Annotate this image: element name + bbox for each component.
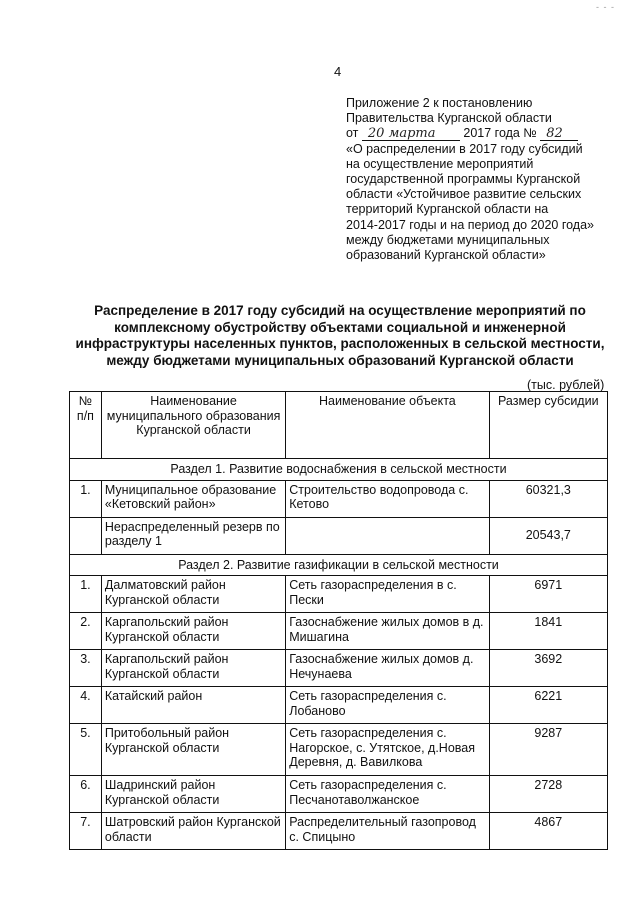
cell-amount: 6221 <box>489 687 607 724</box>
table-row <box>70 687 608 724</box>
section-row <box>70 459 608 481</box>
cell-object: Строительство водопровода с. Кетово <box>286 480 489 517</box>
date-prefix: от <box>346 126 359 141</box>
cell-num: 6. <box>70 776 102 813</box>
header-municipality: Наименование муниципального образования Курганской области <box>101 392 285 459</box>
appendix-desc-1: на осуществление мероприятий <box>346 156 534 171</box>
section-title: Раздел 1. Развитие водоснабжения в сельской местности <box>70 459 608 481</box>
document-title <box>60 303 620 369</box>
cell-object: Сеть газораспределения с. Песчанотаволжанское <box>286 776 489 813</box>
title-line-1: комплексному обустройству объектами социальной и инженерной <box>114 319 566 335</box>
table-header-row <box>70 392 608 459</box>
appendix-desc-7: образований Курганской области» <box>346 248 546 263</box>
appendix-line-2: Правительства Курганской области <box>346 111 552 126</box>
table-row <box>70 776 608 813</box>
cell-amount: 1841 <box>489 613 607 650</box>
cell-municipality: Катайский район <box>101 687 285 724</box>
cell-municipality: Шатровский район Курганской области <box>101 813 285 850</box>
appendix-desc-5: 2014-2017 годы и на период до 2020 года» <box>346 217 595 232</box>
cell-amount: 3692 <box>489 650 607 687</box>
subsidy-table <box>69 391 608 850</box>
appendix-date-line <box>346 126 616 141</box>
table-row <box>70 517 608 554</box>
cell-amount: 9287 <box>489 724 607 776</box>
cell-object: Газоснабжение жилых домов д. Нечунаева <box>286 650 489 687</box>
cell-object <box>286 517 489 554</box>
cell-object: Сеть газораспределения с. Лобаново <box>286 687 489 724</box>
section-title: Раздел 2. Развитие газификации в сельской местности <box>70 554 608 576</box>
cell-object: Сеть газораспределения в с. Пески <box>286 576 489 613</box>
appendix-desc-0: «О распределении в 2017 году субсидий <box>346 141 583 156</box>
cell-amount: 4867 <box>489 813 607 850</box>
cell-num: 1. <box>70 576 102 613</box>
page-number: 4 <box>334 64 342 79</box>
cell-municipality: Притобольный район Курганской области <box>101 724 285 776</box>
cell-municipality: Муниципальное образование «Кетовский район» <box>101 480 285 517</box>
table-row <box>70 650 608 687</box>
cell-object: Газоснабжение жилых домов в д. Мишагина <box>286 613 489 650</box>
table-row <box>70 613 608 650</box>
cell-num: 2. <box>70 613 102 650</box>
units-label: (тыс. рублей) <box>527 378 605 392</box>
table-row <box>70 724 608 776</box>
section-row <box>70 554 608 576</box>
cell-num: 7. <box>70 813 102 850</box>
cell-num <box>70 517 102 554</box>
cell-num: 3. <box>70 650 102 687</box>
cell-municipality: Нераспределенный резерв по разделу 1 <box>101 517 285 554</box>
cell-municipality: Каргапольский район Курганской области <box>101 613 285 650</box>
appendix-desc-3: области «Устойчивое развитие сельских <box>346 187 582 202</box>
corner-mark: - - - <box>596 2 615 12</box>
cell-municipality: Далматовский район Курганской области <box>101 576 285 613</box>
title-line-2: инфраструктуры населенных пунктов, расположенных в сельской местности, <box>75 336 605 351</box>
appendix-desc-6: между бюджетами муниципальных <box>346 232 550 247</box>
appendix-desc-4: территорий Курганской области на <box>346 202 549 217</box>
cell-amount: 60321,3 <box>489 480 607 517</box>
cell-amount: 20543,7 <box>489 517 607 554</box>
table-row <box>70 480 608 517</box>
cell-num: 4. <box>70 687 102 724</box>
appendix-desc-2: государственной программы Курганской <box>346 172 581 187</box>
appendix-block <box>346 96 616 263</box>
cell-amount: 2728 <box>489 776 607 813</box>
handwritten-number: 82 <box>546 126 563 142</box>
cell-municipality: Шадринский район Курганской области <box>101 776 285 813</box>
cell-amount: 6971 <box>489 576 607 613</box>
cell-num: 5. <box>70 724 102 776</box>
table-row <box>70 813 608 850</box>
cell-num: 1. <box>70 480 102 517</box>
date-year: 2017 года № <box>463 126 537 141</box>
cell-object: Распределительный газопровод с. Спицыно <box>286 813 489 850</box>
title-line-3: между бюджетами муниципальных образований Курганской области <box>106 352 574 368</box>
title-line-0: Распределение в 2017 году субсидий на осуществление мероприятий по <box>94 303 586 318</box>
table-row <box>70 576 608 613</box>
header-num: № п/п <box>70 392 102 459</box>
cell-object: Сеть газораспределения с. Нагорское, с. Утятское, д.Новая Деревня, д. Вавилкова <box>286 724 489 776</box>
header-amount: Размер субсидии <box>489 392 607 459</box>
header-object: Наименование объекта <box>286 392 489 459</box>
cell-municipality: Каргапольский район Курганской области <box>101 650 285 687</box>
appendix-line-1: Приложение 2 к постановлению <box>346 96 533 110</box>
handwritten-date: 20 марта <box>367 126 436 142</box>
